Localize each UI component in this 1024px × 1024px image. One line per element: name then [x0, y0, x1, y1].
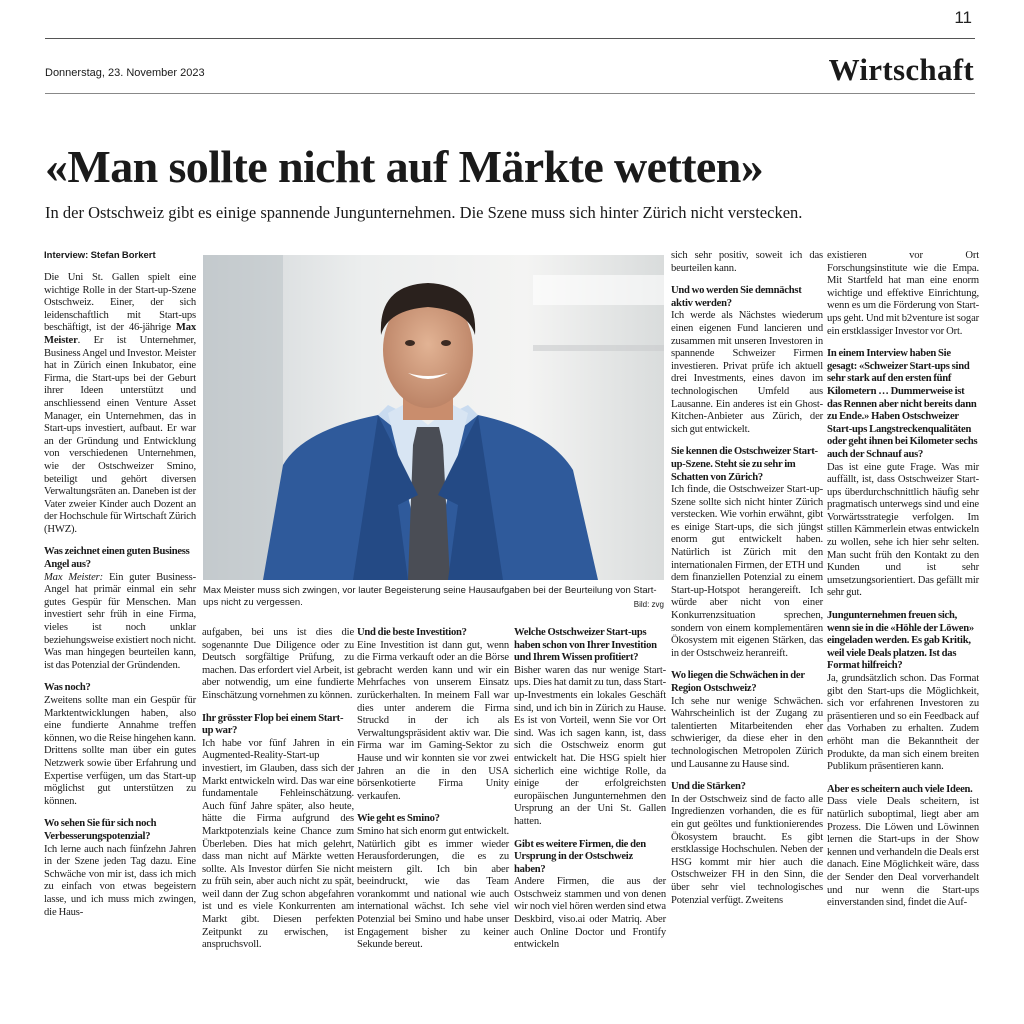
article-column-6: [827, 250, 979, 910]
interview-answer: aufgaben, bei uns ist dies die sogenannte Due Diligence oder zu Deutsch sorgfältige Prüfung, zu machen. Das erfordert viel Arbeit, ist aber notwendig, um eine fundierte Einschätzung vornehmen zu können.: [202, 627, 354, 701]
section-title: Wirtschaft: [828, 52, 974, 87]
byline: Interview: Stefan Borkert: [44, 250, 156, 261]
page-number: 11: [954, 8, 972, 27]
portrait-image: [203, 255, 664, 580]
caption-text: Max Meister muss sich zwingen, vor lauter Begeisterung seine Hausaufgaben bei der Beurteilung von Start-ups nicht zu vergessen.: [203, 585, 657, 608]
interview-question: Ihr grösster Flop bei einem Start-up war?: [202, 712, 344, 737]
interview-question: Jungunternehmen freuen sich, wenn sie in die «Höhle der Löwen» eingeladen werden. Es gab Kritik, weil viele Deals platzen. Ist das Format hilfreich?: [827, 610, 974, 672]
article-column-1: [44, 250, 196, 919]
interview-answer: Ich lerne auch nach fünfzehn Jahren in der Szene jeden Tag dazu. Eine Schwäche von mir ist, dass ich mich zu einfach von etwas begeistern lasse, und ich muss mich zwingen, die Haus-: [44, 843, 196, 918]
lead-text: In der Ostschweiz gibt es einige spannende Jungunternehmen. Die Szene muss sich hinter Zürich nicht verstecken.: [45, 203, 803, 222]
photo-credit: Bild: zvg: [633, 600, 664, 609]
speaker-prefix: Max Meister:: [44, 571, 104, 583]
interview-answer: sich sehr positiv, soweit ich das beurteilen kann.: [671, 250, 823, 274]
interview-answer: Ich werde als Nächstes wiederum einen eigenen Fund lancieren und zusammen mit unseren Investoren in spannende Schweizer Firmen investieren. Privat prüfe ich aktuell drei Investments, eines davon im technologischen Umfeld aus Lausanne. Ein anderes ist ein Ghost-Kitchen-Anbieter aus Zürich, der sich gut entwickelt.: [671, 310, 823, 435]
interview-answer: Ich finde, die Ostschweizer Start-up-Szene sollte sich nicht hinter Zürich verstecken. Wie vorhin erwähnt, gibt es einige Start-ups, die sich jüngst enorm gut entwickelt haben. Natürlich ist Zürich mit den internationalen Firmen, der ETH und dem finanziellen Potenzial zu einem Start-up-Hotspot herangereift. Ich würde aber nicht von einer Konkurrenzsituation sprechen, sondern von einem komplementären Ökosystem mit eigenen Stärken, das in der Ostschweiz heranreift.: [671, 484, 823, 659]
interview-question: Wie geht es Smino?: [357, 813, 440, 825]
interview-answer: In der Ostschweiz sind de facto alle Ingredienzen vorhanden, die es für ein gut geöltes und funktionierendes Ökosystem braucht. Es gibt erstklassige Hochschulen. Neben der HSG kommt mir hier auch die Ostschweizer FH in den Sinn, die über sehr viel technologisches Potenzial verfügt. Zweitens: [671, 793, 823, 906]
interview-answer: Ich habe vor fünf Jahren in ein Augmented-Reality-Start-up investiert, im Glauben, dass sich der Markt entwickeln wird. Das war eine fundamentale Fehleinschätzung. Auch fünf Jahre später, also heute, hätte die Firma aufgrund des Marktpotenzials keine Chance zum Überleben. Dies hat mich gelehrt, dass man nicht auf Märkte wetten sollte. Als Investor dürfen Sie nicht zu früh sein, aber auch nicht zu spät, weil dann der Zug schon abgefahren ist und es viele Konkurrenten am Markt gibt. Diesen perfekten Zeitpunkt zu erwischen, ist anspruchsvoll.: [202, 737, 354, 951]
interview-question: Und wo werden Sie demnächst aktiv werden?: [671, 285, 802, 309]
article-column-4: [514, 627, 666, 952]
intro-text: . Er ist Unternehmer, Business Angel und Investor. Meister hat in Zürich einen Inkubator, eine Firma, die Start-ups bei der Geburt ihrer Ideen unterstützt und anschliessend einen Venture Asset Manager, ein Unternehmen, das in Start-ups investiert, aufbaut. Er war an der Gründung und Entwicklung von verschiedenen Unternehmen, wie der Ostschweizer Smino, beteiligt und gehört diversen Verwaltungsräten an. Daneben ist der Vater zweier Kinder auch Dozent an der Hochschule für Wirtschaft Zürich (HWZ).: [44, 334, 196, 535]
interview-question: Was zeichnet einen guten Business Angel aus?: [44, 546, 190, 571]
interview-question: Sie kennen die Ostschweizer Start-up-Szene. Steht sie zu sehr im Schatten von Zürich?: [671, 446, 818, 483]
intro-paragraph: [44, 272, 196, 536]
interview-question: Wo liegen die Schwächen in der Region Ostschweiz?: [671, 670, 805, 694]
interview-question: Und die beste Investition?: [357, 627, 467, 638]
intro-text: Die Uni St. Gallen spielt eine wichtige Rolle in der Start-up-Szene Ostschweiz. Einer, der sich leidenschaftlich mit Start-ups beschäftigt, ist der 46-jährige: [44, 272, 196, 334]
portrait-photo: [203, 255, 664, 580]
interview-answer: [44, 572, 196, 673]
article-column-5: [671, 250, 823, 907]
interview-answer: Eine Investition ist dann gut, wenn die Firma verkauft oder an die Börse gebracht werden kann und wir ein Mehrfaches von unserem Einsatz zurückerhalten. In meinem Fall war dies unter anderem die Firma Struckd in der ich als Verwaltungspräsident aktiv war. Die Firma war im Gaming-Sektor zu Hause und wir konnten sie vor zwei Jahren an die in den USA börsenkotierte Firma Unity verkaufen.: [357, 639, 509, 802]
interview-question: In einem Interview haben Sie gesagt: «Schweizer Start-ups sind sehr stark auf den ersten fünf Kilometern … Dummerweise ist das Rennen aber nicht bereits dann zu Ende.» Haben Ostschweizer Start-ups Langstreckenqualitäten oder geht ihnen bei Kilometer sechs auch der Schnauf aus?: [827, 348, 978, 460]
interview-answer: Andere Firmen, die aus der Ostschweiz stammen und von denen wir noch viel hören werden sind etwa Deskbird, viso.ai oder Matriq. Aber auch Online Doctor und Frontify entwickeln: [514, 876, 666, 951]
interview-answer: Zweitens sollte man ein Gespür für Marktentwicklungen haben, also eine fundierte Annahme treffen können, wo die Reise hingehen kann. Drittens sollte man über ein gutes Netzwerk sowie über Erfahrung und Expertise verfügen, um das Start-up möglichst gut unterstützen zu können.: [44, 695, 196, 807]
interview-question: Welche Ostschweizer Start-ups haben schon von Ihrer Investition und Ihrem Wissen profitiert?: [514, 627, 657, 664]
interview-answer: Bisher waren das nur wenige Start-ups. Dies hat damit zu tun, dass Start-up-Investments ein lokales Geschäft sind, und ich bin in Zürich zu Hause. Es ist von Vorteil, wenn Sie vor Ort sind. Was ich sagen kann, ist, dass sich die Ostschweiz enorm gut entwickelt hat. Die HSG spielt hier sicherlich eine wichtige Rolle, da einige der erfolgreichsten europäischen Jungunternehmen den Ursprung an der Uni St. Gallen hatten.: [514, 664, 666, 827]
interview-question: Wo sehen Sie für sich noch Verbesserungspotenzial?: [44, 818, 157, 842]
issue-date: Donnerstag, 23. November 2023: [45, 67, 205, 79]
interview-answer: Dass viele Deals scheitern, ist natürlich suboptimal, liegt aber am Prozess. Die Löwen und Löwinnen lernen die Start-ups in der Show kennen und verhandeln die Deals erst danach. Eine Möglichkeit wäre, dass der Sender den Deal vorverhandelt und nur wenn die Start-ups einverstanden sind, findet die Auf-: [827, 796, 979, 909]
answer-text: Ein guter Business-Angel hat primär einmal ein sehr gutes Gespür für Menschen. Man investiert sehr früh in eine Firma, vieles ist noch unklar beziehungsweise existiert noch nicht. Was man hingegen beurteilen kann, ist das Potenzial der Gründenden.: [44, 571, 196, 671]
top-rule: [45, 38, 975, 39]
interview-answer: Das ist eine gute Frage. Was mir auffällt, ist, dass Ostschweizer Start-ups überdurchschnittlich häufig sehr pragmatisch unterwegs sind und eine Vorwärtsstrategie verfolgen. Im stillen Kämmerlein etwas entwickeln zu wollen, sehe ich hier sehr selten. Man sucht früh den Kontakt zu den Kunden und ist sehr umsetzungsorientiert. Das gefällt mir sehr gut.: [827, 461, 979, 599]
interview-answer: Smino hat sich enorm gut entwickelt. Natürlich gibt es immer wieder Herausforderungen, die es zu meistern gilt. Ich bin aber beeindruckt, wie das Team vorankommt und national wie auch international wächst. Ich sehe viel Potenzial bei Smino und habe unser Engagement bisher zu keiner Sekunde bereut.: [357, 825, 509, 951]
interview-answer: Ja, grundsätzlich schon. Das Format gibt den Start-ups die Möglichkeit, sich vor erfahrenen Investoren zu präsentieren und so ein Feedback auf das Vorhaben zu erhalten. Zudem erhöht man die Bekanntheit der Produkte, da man sich einem breiten Publikum präsentieren kann.: [827, 673, 979, 773]
interview-question: Und die Stärken?: [671, 781, 746, 793]
interview-question: Gibt es weitere Firmen, die den Ursprung in der Ostschweiz haben?: [514, 838, 646, 875]
header-rule: [45, 93, 975, 94]
interviewee-name: Max Meister: [44, 322, 196, 346]
interview-question: Was noch?: [44, 682, 91, 694]
photo-caption: [203, 585, 664, 609]
interview-question: Aber es scheitern auch viele Ideen.: [827, 783, 973, 795]
headline: «Man sollte nicht auf Märkte wetten»: [45, 141, 764, 192]
article-column-2: [202, 627, 354, 952]
interview-answer: Ich sehe nur wenige Schwächen. Wahrscheinlich ist der Zugang zu talentierten Mitarbeitenden eher schwieriger, da diese eher in den technologischen Metropolen Zürich und Lausanne zu Hause sind.: [671, 695, 823, 770]
interview-answer: existieren vor Ort Forschungsinstitute wie die Empa. Mit Startfeld hat man eine enorm wichtige und effektive Einrichtung, wenn es um die Förderung von Start-ups geht. Und mit b2venture ist sogar ein erstklassiger Investor vor Ort.: [827, 250, 979, 337]
article-column-3: [357, 627, 509, 952]
